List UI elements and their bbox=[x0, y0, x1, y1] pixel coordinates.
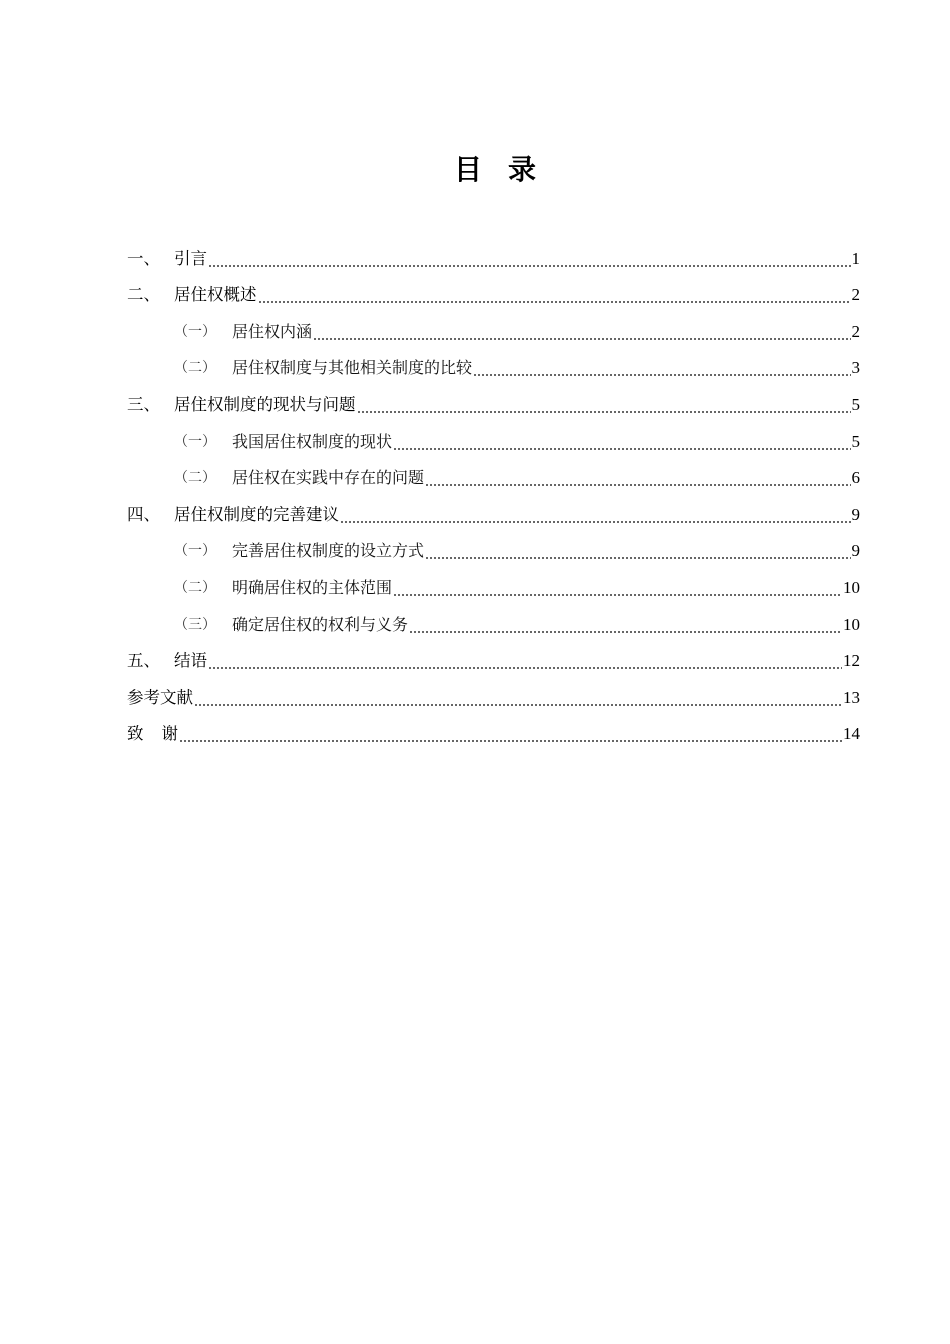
toc-subentry-establishment[interactable] bbox=[127, 527, 860, 564]
toc-entry-number: 三、 bbox=[127, 394, 160, 414]
dot-leader bbox=[179, 722, 842, 746]
ack-char-1: 致 bbox=[127, 724, 144, 744]
toc-entry-number: （一） bbox=[174, 543, 216, 560]
ack-char-2: 谢 bbox=[161, 724, 178, 744]
toc-entry-number: （一） bbox=[174, 433, 216, 450]
toc-entry-label: 居住权制度的完善建议 bbox=[174, 504, 339, 524]
toc-entry-page: 10 bbox=[843, 614, 860, 634]
toc-entry-page: 14 bbox=[843, 724, 860, 744]
toc-entry-acknowledgements[interactable] bbox=[127, 710, 860, 747]
toc-subentry-connotation[interactable] bbox=[127, 307, 860, 344]
toc-entry-label: 完善居住权制度的设立方式 bbox=[232, 541, 425, 561]
toc-entry-number: （三） bbox=[174, 616, 216, 633]
toc-subentry-subject-scope[interactable] bbox=[127, 563, 860, 600]
toc-entry-page: 5 bbox=[851, 394, 860, 414]
toc-entry-number: （一） bbox=[174, 323, 216, 340]
toc-subentry-practical-problems[interactable] bbox=[127, 454, 860, 491]
page-title bbox=[0, 150, 950, 190]
toc-entry-number: 四、 bbox=[127, 504, 160, 524]
dot-leader bbox=[208, 247, 851, 271]
toc-entry-conclusion[interactable] bbox=[127, 637, 860, 674]
toc-entry-status-and-problems[interactable] bbox=[127, 380, 860, 417]
dot-leader bbox=[208, 649, 842, 673]
toc-entry-number: （二） bbox=[174, 579, 216, 596]
dot-leader bbox=[393, 430, 850, 454]
toc-entry-label: 我国居住权制度的现状 bbox=[232, 431, 393, 451]
dot-leader bbox=[258, 283, 851, 307]
toc-entry-label bbox=[127, 722, 178, 746]
dot-leader bbox=[313, 320, 850, 344]
toc-entry-label: 结语 bbox=[174, 651, 207, 671]
toc-entry-label: 居住权概述 bbox=[174, 285, 257, 305]
toc-entry-number: （二） bbox=[174, 360, 216, 377]
toc-entry-number: 一、 bbox=[127, 248, 160, 268]
toc-entry-label: 居住权在实践中存在的问题 bbox=[232, 468, 425, 488]
toc-entry-page: 6 bbox=[851, 468, 860, 488]
toc-entry-label: 居住权内涵 bbox=[232, 321, 313, 341]
toc-entry-page: 1 bbox=[851, 248, 860, 268]
toc-entry-introduction[interactable] bbox=[127, 234, 860, 271]
toc-entry-label: 居住权制度与其他相关制度的比较 bbox=[232, 358, 473, 378]
toc-entry-label: 引言 bbox=[174, 248, 207, 268]
dot-leader bbox=[473, 356, 850, 380]
toc-entry-page: 9 bbox=[851, 504, 860, 524]
toc-subentry-current-status[interactable] bbox=[127, 417, 860, 454]
dot-leader bbox=[425, 539, 850, 563]
dot-leader bbox=[409, 613, 842, 637]
toc-entry-page: 3 bbox=[851, 358, 860, 378]
toc-entry-number: （二） bbox=[174, 470, 216, 487]
toc-entry-page: 5 bbox=[851, 431, 860, 451]
toc-entry-label: 居住权制度的现状与问题 bbox=[174, 394, 356, 414]
toc-entry-page: 2 bbox=[851, 321, 860, 341]
dot-leader bbox=[340, 503, 851, 527]
toc-entry-suggestions[interactable] bbox=[127, 490, 860, 527]
toc-entry-page: 13 bbox=[843, 687, 860, 707]
dot-leader bbox=[194, 686, 842, 710]
toc-entry-label: 参考文献 bbox=[127, 687, 193, 707]
toc-entry-page: 12 bbox=[843, 651, 860, 671]
toc-entry-overview[interactable] bbox=[127, 271, 860, 308]
title-char-2: 录 bbox=[508, 153, 537, 186]
toc-subentry-rights-obligations[interactable] bbox=[127, 600, 860, 637]
toc-entry-page: 2 bbox=[851, 285, 860, 305]
table-of-contents bbox=[127, 234, 860, 746]
toc-entry-page: 10 bbox=[843, 577, 860, 597]
toc-entry-number: 五、 bbox=[127, 651, 160, 671]
toc-entry-page: 9 bbox=[851, 541, 860, 561]
toc-entry-label: 确定居住权的权利与义务 bbox=[232, 614, 409, 634]
title-char-1: 目 bbox=[453, 153, 482, 186]
toc-entry-references[interactable] bbox=[127, 673, 860, 710]
toc-entry-number: 二、 bbox=[127, 285, 160, 305]
dot-leader bbox=[357, 393, 851, 417]
dot-leader bbox=[425, 466, 850, 490]
toc-subentry-comparison[interactable] bbox=[127, 344, 860, 381]
dot-leader bbox=[393, 576, 842, 600]
toc-entry-label: 明确居住权的主体范围 bbox=[232, 577, 393, 597]
